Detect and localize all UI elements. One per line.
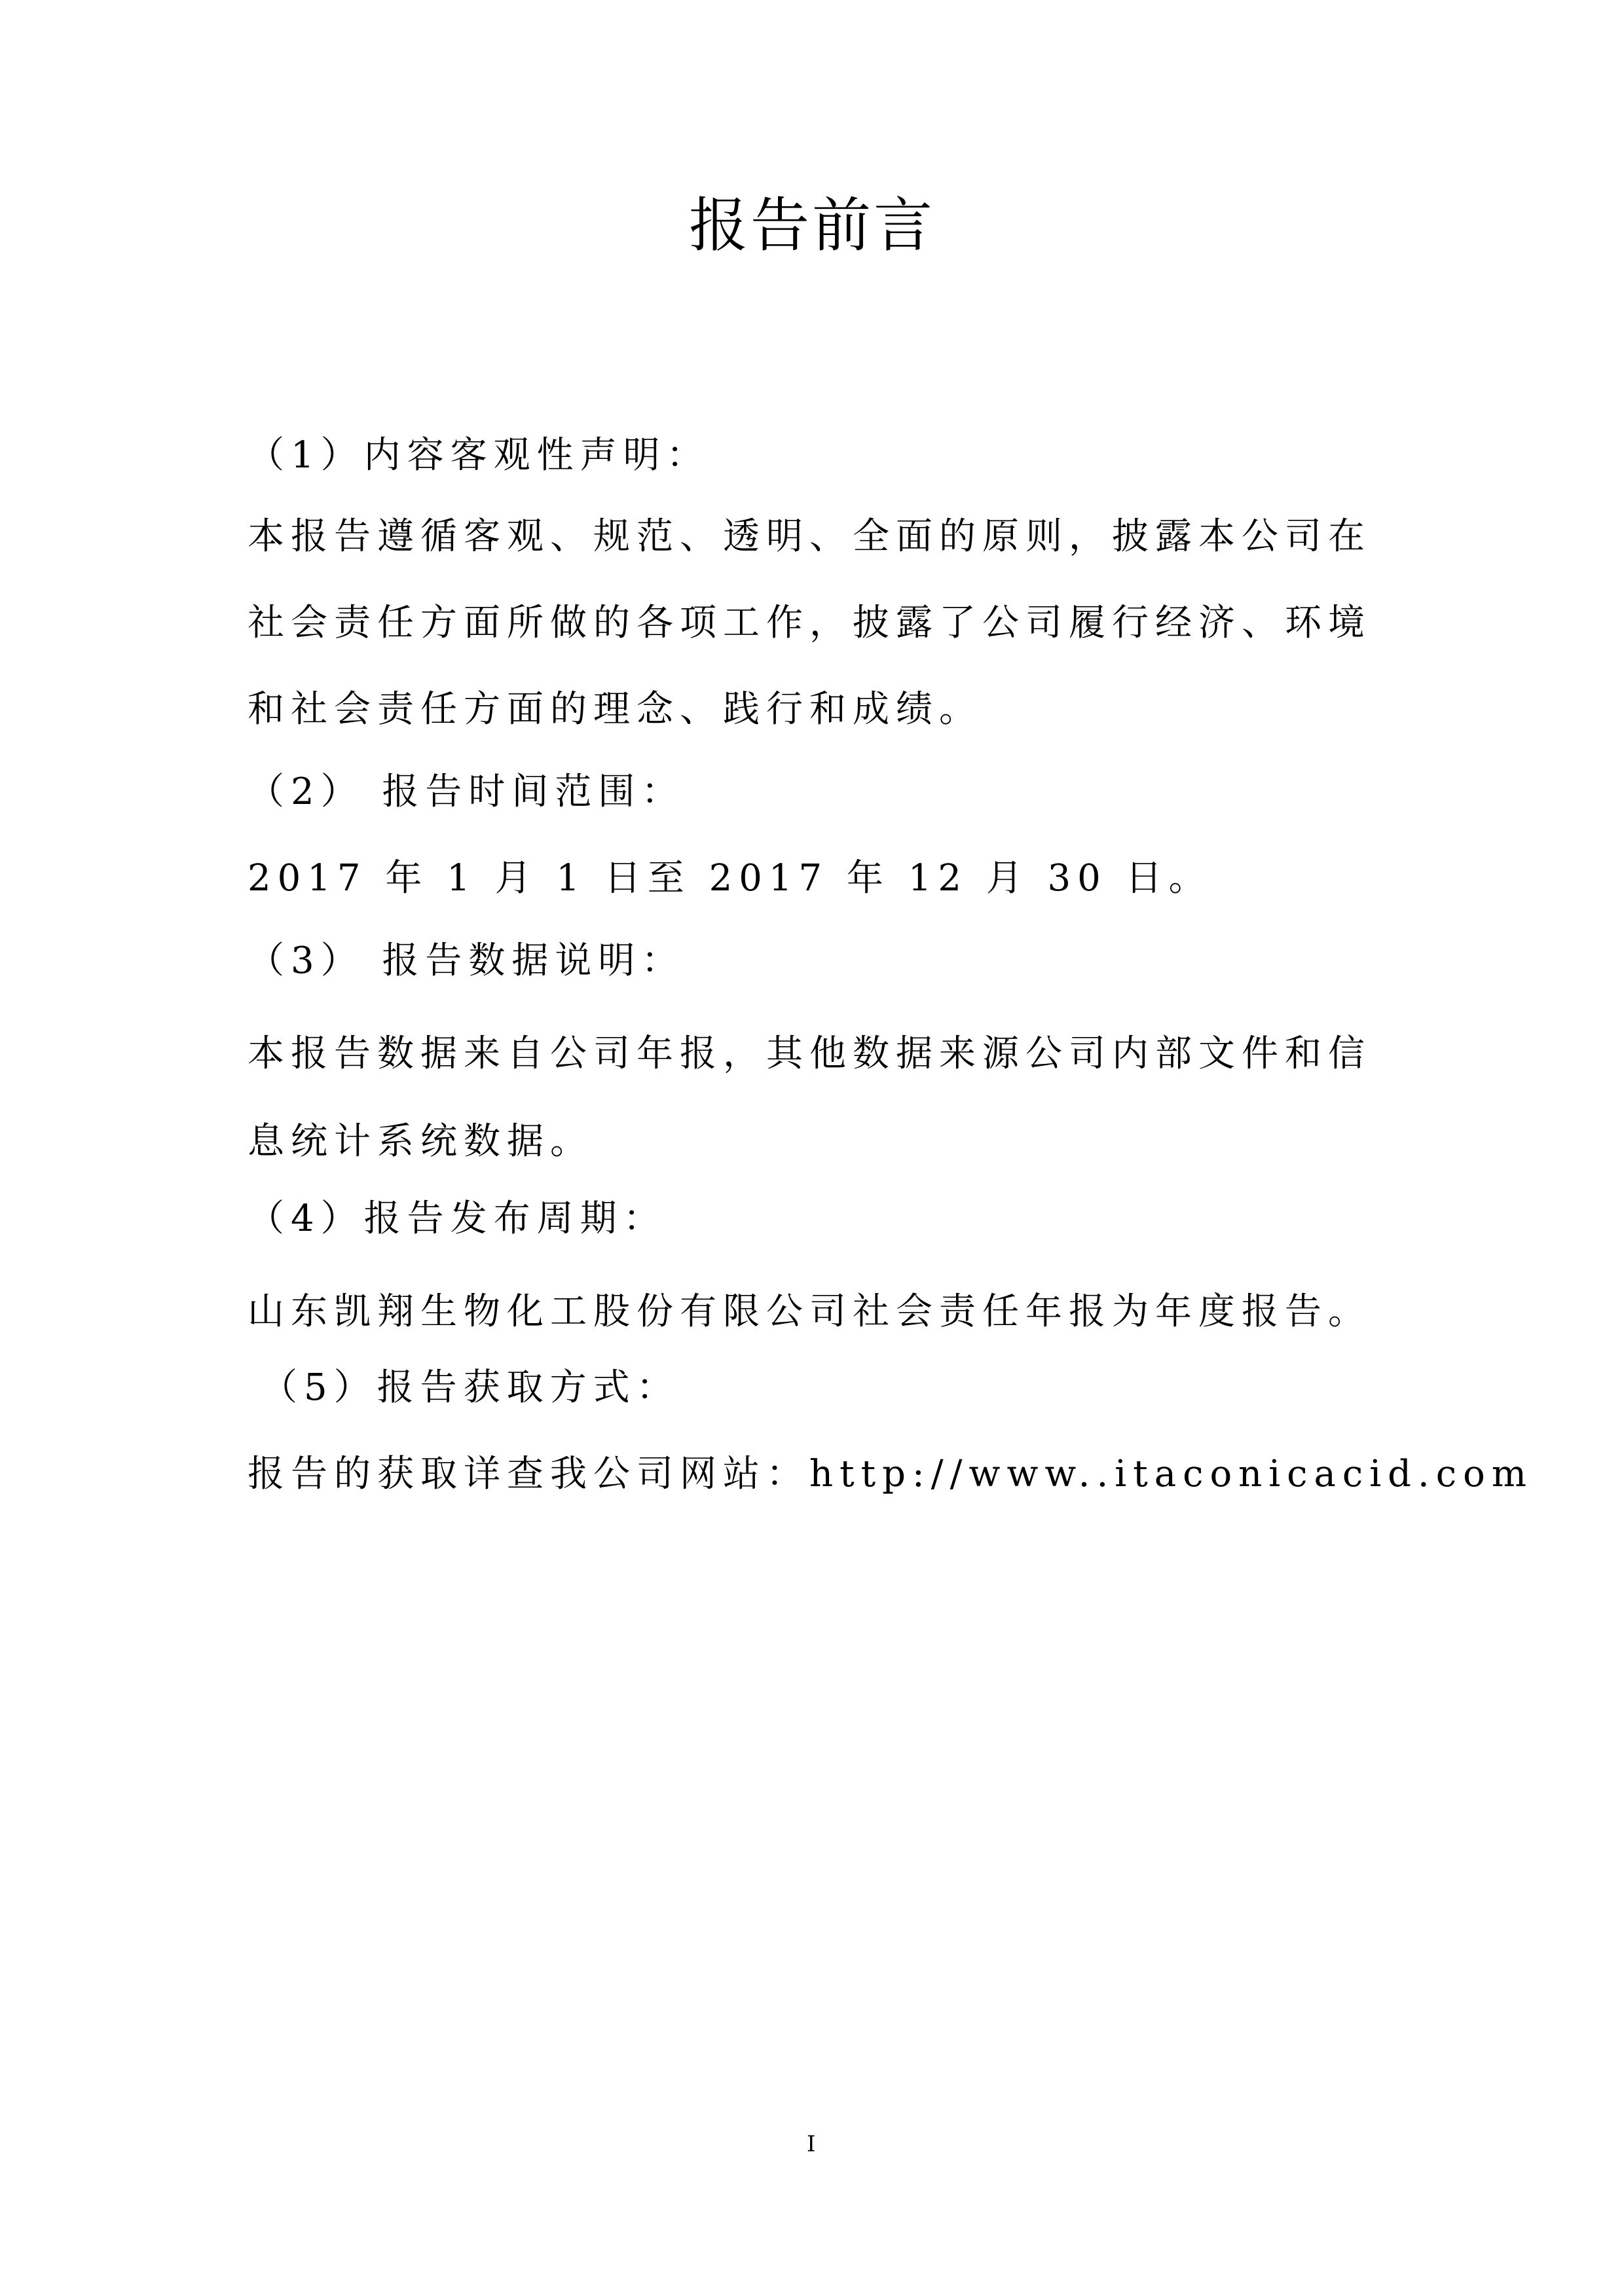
page-number: I xyxy=(807,2131,816,2157)
page-title: 报告前言 xyxy=(689,191,935,260)
section-3-body-line-2: 息统计系统数据。 xyxy=(248,1120,593,1163)
section-5-body-line-1: 报告的获取详查我公司网站：http://www..itaconicacid.com xyxy=(248,1453,1533,1495)
section-3-heading: （3） 报告数据说明： xyxy=(248,939,685,982)
section-1-body-line-3: 和社会责任方面的理念、践行和成绩。 xyxy=(248,688,982,731)
section-5-heading: （5）报告获取方式： xyxy=(261,1366,680,1409)
section-3-body-line-1: 本报告数据来自公司年报，其他数据来源公司内部文件和信 xyxy=(248,1032,1371,1075)
section-2-heading: （2） 报告时间范围： xyxy=(248,771,685,813)
section-1-body-line-2: 社会责任方面所做的各项工作，披露了公司履行经济、环境 xyxy=(248,602,1371,644)
section-1-heading: （1）内容客观性声明： xyxy=(248,434,710,477)
section-2-body-line-1: 2017 年 1 月 1 日至 2017 年 12 月 30 日。 xyxy=(248,857,1212,900)
section-1-body-line-1: 本报告遵循客观、规范、透明、全面的原则，披露本公司在 xyxy=(248,515,1371,558)
section-4-heading: （4）报告发布周期： xyxy=(248,1197,667,1240)
section-4-body-line-1: 山东凯翔生物化工股份有限公司社会责任年报为年度报告。 xyxy=(248,1290,1371,1333)
